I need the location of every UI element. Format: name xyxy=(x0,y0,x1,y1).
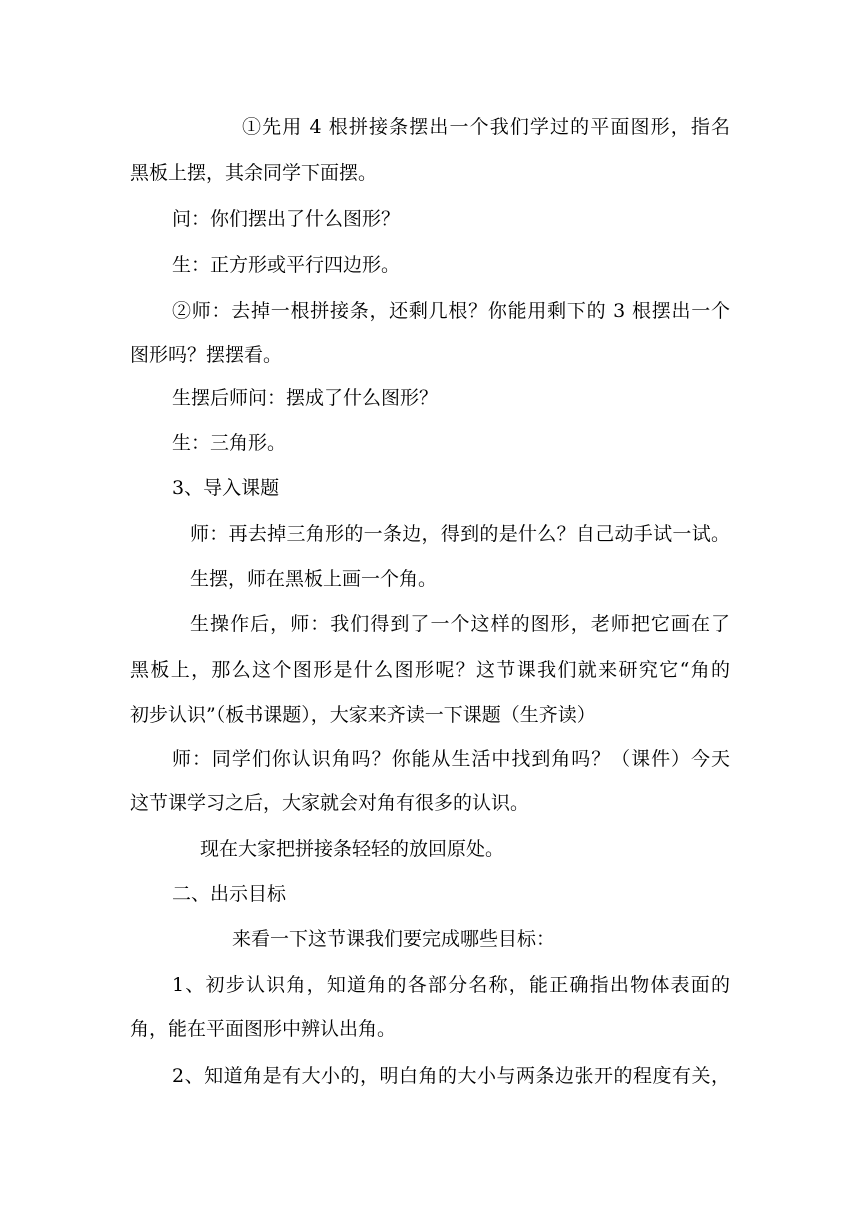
text-line-20: 1、初步认识角，知道角的各部分名称，能正确指出物体表面的 xyxy=(172,974,730,996)
text-line-5: ②师：去掉一根拼接条，还剩几根？你能用剩下的 3 根摆出一个 xyxy=(172,300,730,322)
text-line-1: ①先用 4 根拼接条摆出一个我们学过的平面图形，指名 xyxy=(242,116,730,138)
text-line-14: 初步认识”（板书课题），大家来齐读一下课题（生齐读） xyxy=(130,704,596,726)
text-line-10: 师：再去掉三角形的一条边，得到的是什么？自己动手试一试。 xyxy=(190,523,730,545)
text-line-6: 图形吗？摆摆看。 xyxy=(130,344,283,366)
text-line-2: 黑板上摆，其余同学下面摆。 xyxy=(130,162,378,184)
text-line-19: 来看一下这节课我们要完成哪些目标： xyxy=(232,928,556,950)
text-line-4: 生：正方形或平行四边形。 xyxy=(172,254,401,276)
text-line-16: 这节课学习之后，大家就会对角有很多的认识。 xyxy=(130,792,530,814)
section-heading: 二、出示目标 xyxy=(172,883,287,905)
text-line-22: 2、知道角是有大小的，明白角的大小与两条边张开的程度有关， xyxy=(172,1065,730,1087)
text-line-3: 问：你们摆出了什么图形？ xyxy=(172,208,401,230)
text-line-8: 生：三角形。 xyxy=(172,432,287,454)
text-line-7: 生摆后师问：摆成了什么图形？ xyxy=(172,387,439,409)
text-line-11: 生摆，师在黑板上画一个角。 xyxy=(190,568,438,590)
text-line-9: 3、导入课题 xyxy=(172,477,280,499)
text-line-21: 角，能在平面图形中辨认出角。 xyxy=(130,1018,397,1040)
text-line-12: 生操作后，师：我们得到了一个这样的图形，老师把它画在了 xyxy=(190,613,730,635)
text-line-17: 现在大家把拼接条轻轻的放回原处。 xyxy=(200,838,505,860)
text-line-15: 师：同学们你认识角吗？你能从生活中找到角吗？（课件）今天 xyxy=(172,748,730,770)
text-line-13: 黑板上，那么这个图形是什么图形呢？这节课我们就来研究它“角的 xyxy=(130,659,730,681)
